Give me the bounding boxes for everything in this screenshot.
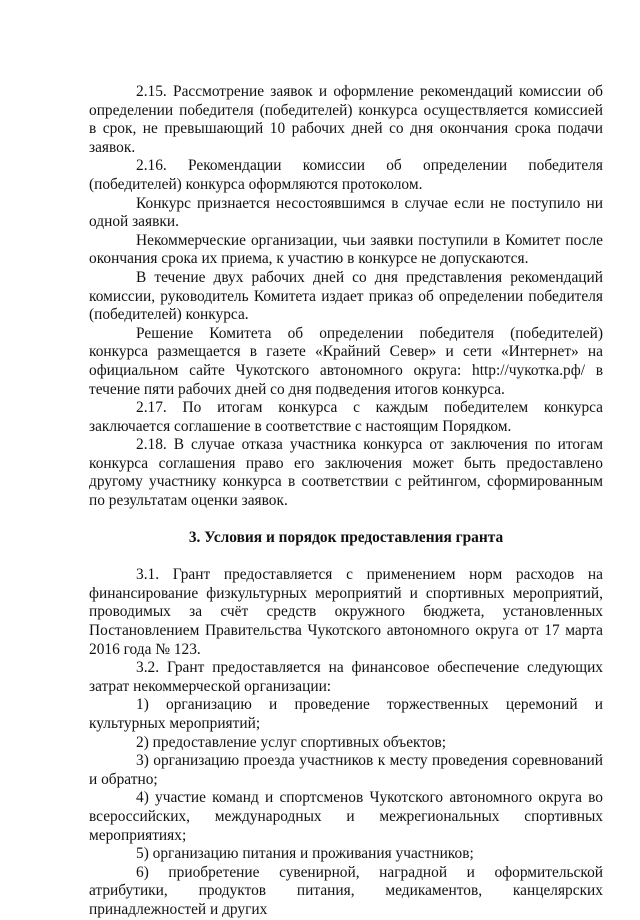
list-item-1: 1) организацию и проведение торжественных церемоний и культурных мероприятий; (89, 696, 603, 732)
paragraph-order-issue: В течение двух рабочих дней со дня представления рекомендаций комиссии, руководитель Комитета издает приказ об определении победителя (победителей) конкурса. (89, 268, 603, 324)
document-page (89, 83, 603, 920)
list-item-2: 2) предоставление услуг спортивных объектов; (136, 733, 447, 751)
paragraph-decision-publication: Решение Комитета об определении победителя (победителей) конкурса размещается в газете «Крайний Север» и сети «Интернет» на официальном сайте Чукотского автономного округа: http://чукотка.рф/ в течение пяти рабочих дней со дня подведения итогов конкурса. (89, 324, 603, 398)
list-item-6: 6) приобретение сувенирной, наградной и оформительской атрибутики, продуктов питания, медикаментов, канцелярских принадлежностей и других (89, 863, 603, 918)
list-item-3: 3) организацию проезда участников к месту проведения соревнований и обратно; (89, 752, 603, 788)
list-item-5: 5) организацию питания и проживания участников; (136, 845, 474, 863)
paragraph-late-applications: Некоммерческие организации, чьи заявки поступили в Комитет после окончания срока их приема, к участию в конкурсе не допускаются. (89, 231, 603, 268)
paragraph-2-16: 2.16. Рекомендации комиссии об определении победителя (победителей) конкурса оформляются протоколом. (89, 157, 603, 193)
paragraph-contest-failed: Конкурс признается несостоявшимся в случае если не поступило ни одной заявки. (89, 194, 603, 231)
paragraph-3-1: 3.1. Грант предоставляется с применением норм расходов на финансирование физкультурных мероприятий и спортивных мероприятий, проводимых за счёт средств окружного бюджета, установленных Постановлением Правительства Чукотского автономного округа от 17 марта 2016 года № 123. (89, 566, 603, 658)
paragraph-2-17: 2.17. По итогам конкурса с каждым победителем конкурса заключается соглашение в соответствие с настоящим Порядком. (89, 399, 603, 435)
paragraph-2-18: 2.18. В случае отказа участника конкурса от заключения по итогам конкурса соглашения право его заключения может быть предоставлено другому участнику конкурса в соответствии с рейтингом, сформированным по результатам оценки заявок. (89, 436, 603, 510)
paragraph-2-15: 2.15. Рассмотрение заявок и оформление рекомендаций комиссии об определении победителя (победителей) конкурса осуществляется комиссией в срок, не превышающий 10 рабочих дней со дня окончания срока подачи заявок. (89, 83, 603, 156)
list-item-4: 4) участие команд и спортсменов Чукотского автономного округа во всероссийских, международных и межрегиональных спортивных мероприятиях; (89, 789, 603, 844)
paragraph-3-2: 3.2. Грант предоставляется на финансовое обеспечение следующих затрат некоммерческой организации: (89, 659, 603, 695)
section-3-heading: 3. Условия и порядок предоставления гранта (188, 528, 504, 546)
